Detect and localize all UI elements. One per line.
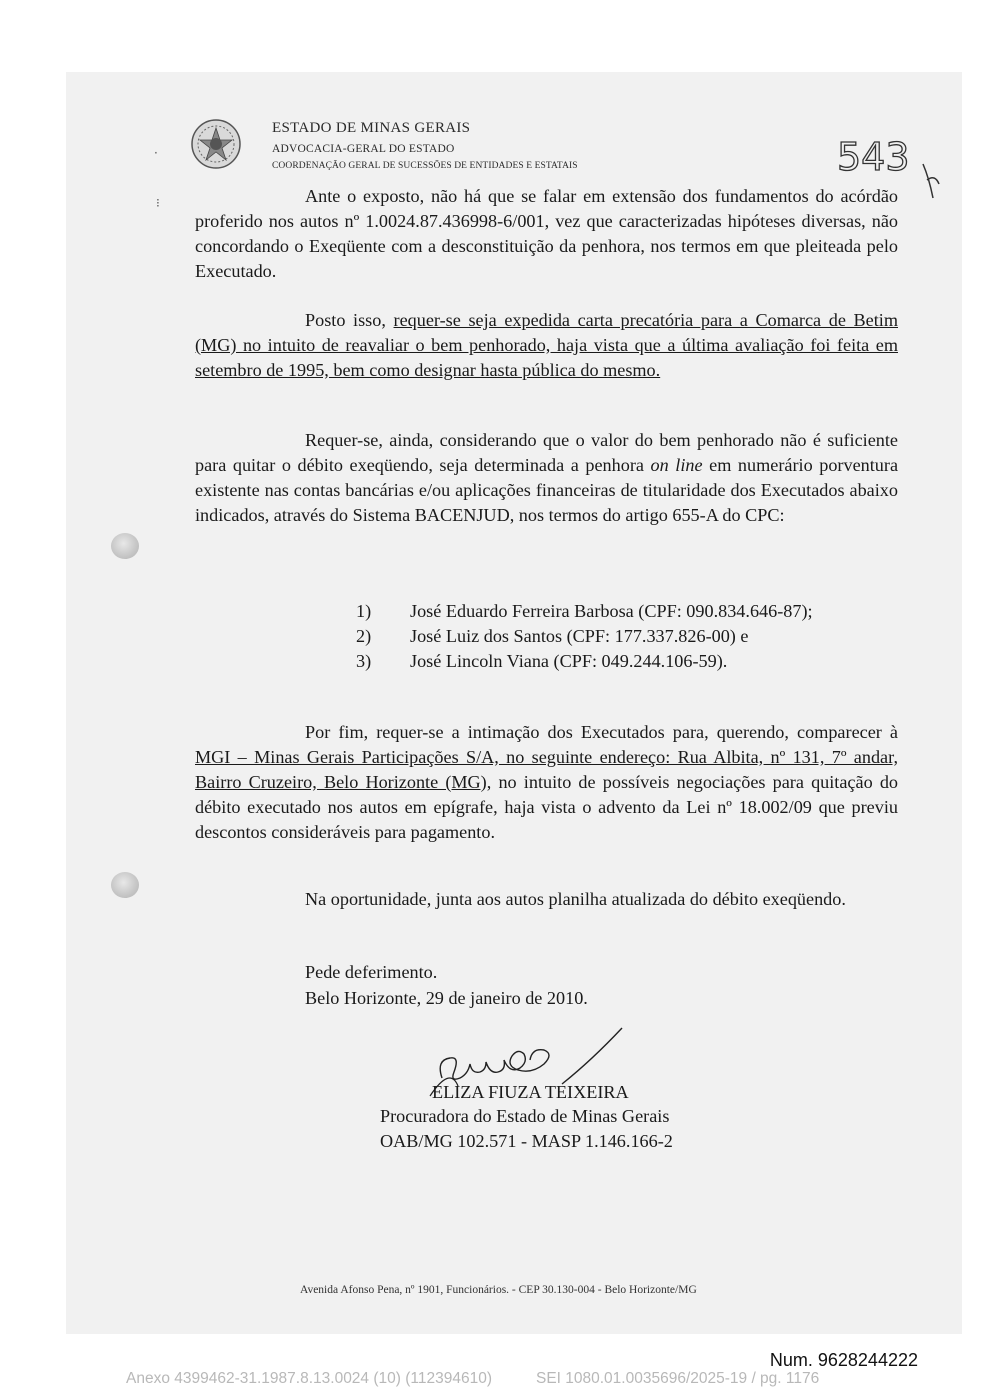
paragraph-3: Requer-se, ainda, considerando que o valor do bem penhorado não é suficiente para quitar o débito exeqüendo, seja determinada a penhora on line em numerário porventura existente nas contas bancárias e/ou aplicações financeiras de titularidade dos Executados abaixo indicados, através do Sistema BACENJUD, nos termos do artigo 655-A do CPC: [195,430,899,525]
signer-ids: OAB/MG 102.571 - MASP 1.146.166-2 [380,1131,673,1151]
footer-address: Avenida Afonso Pena, nº 1901, Funcionários. - CEP 30.130-004 - Belo Horizonte/MG [300,1284,697,1296]
underlined-request: requer-se seja expedida carta precatória para a Comarca de Betim (MG) no intuito de reavaliar o bem penhorado, haja vista que a última avaliação foi feita em setembro de 1995, bem como designar hasta pública do mesmo. [195,310,898,380]
document-number: Num. 9628244222 [769,1350,918,1370]
underlined-address: MGI – Minas Gerais Participações S/A, no seguinte endereço: Rua Albita, nº 131, 7º andar, Bairro Cruzeiro, Belo Horizonte (MG), [195,747,898,792]
signer-name: ELIZA FIUZA TEIXEIRA [432,1082,629,1102]
closing: Pede deferimento. [305,962,438,982]
margin-mark: ⁝ [156,196,160,210]
paragraph-5: Na oportunidade, junta aos autos planilha atualizada do débito exeqüendo. [305,889,846,909]
executados-list [356,599,813,674]
header-department: COORDENAÇÃO GERAL DE SUCESSÕES DE ENTIDADES E ESTATAIS [272,161,578,171]
header-agency: ADVOCACIA-GERAL DO ESTADO [272,143,455,155]
coat-of-arms-icon [190,118,242,170]
place-date: Belo Horizonte, 29 de janeiro de 2010. [305,988,588,1008]
annex-process: Anexo 4399462-31.1987.8.13.0024 (10) (112394610) [126,1370,492,1387]
list-item: 1) José Eduardo Ferreira Barbosa (CPF: 090.834.646-87); [356,601,813,621]
paragraph-2: Posto isso, requer-se seja expedida carta precatória para a Comarca de Betim (MG) no intuito de reavaliar o bem penhorado, haja vista que a última avaliação foi feita em setembro de 1995, bem como designar hasta pública do mesmo. [195,310,898,380]
punch-hole [111,872,139,898]
stamp-number: 543 [837,135,910,179]
signer-role: Procuradora do Estado de Minas Gerais [380,1106,670,1126]
margin-mark: · [154,146,158,160]
header-state: ESTADO DE MINAS GERAIS [272,120,471,136]
paragraph-1: Ante o exposto, não há que se falar em extensão dos fundamentos do acórdão proferido nos autos nº 1.0024.87.436998-6/001, vez que caracterizadas hipóteses diversas, não concordando o Exeqüente com a desconstituição da penhora, nos termos em que pleiteada pelo Executado. [195,186,898,281]
annex-sei-page: SEI 1080.01.0035696/2025-19 / pg. 1176 [535,1370,820,1387]
paragraph-4: Por fim, requer-se a intimação dos Executados para, querendo, comparecer à MGI – Minas Gerais Participações S/A, no seguinte endereço: Rua Albita, nº 131, 7º andar, Bairro Cruzeiro, Belo Horizonte (MG), no intuito de possíveis negociações para quitação do débito executado nos autos em epígrafe, haja vista o advento da Lei nº 18.002/09 que previu descontos consideráveis para pagamento. [195,722,899,842]
punch-hole [111,533,139,559]
annex-reference [126,1370,819,1388]
list-item: 2) José Luiz dos Santos (CPF: 177.337.826-00) e [356,626,749,646]
list-item: 3) José Lincoln Viana (CPF: 049.244.106-59). [356,651,728,671]
